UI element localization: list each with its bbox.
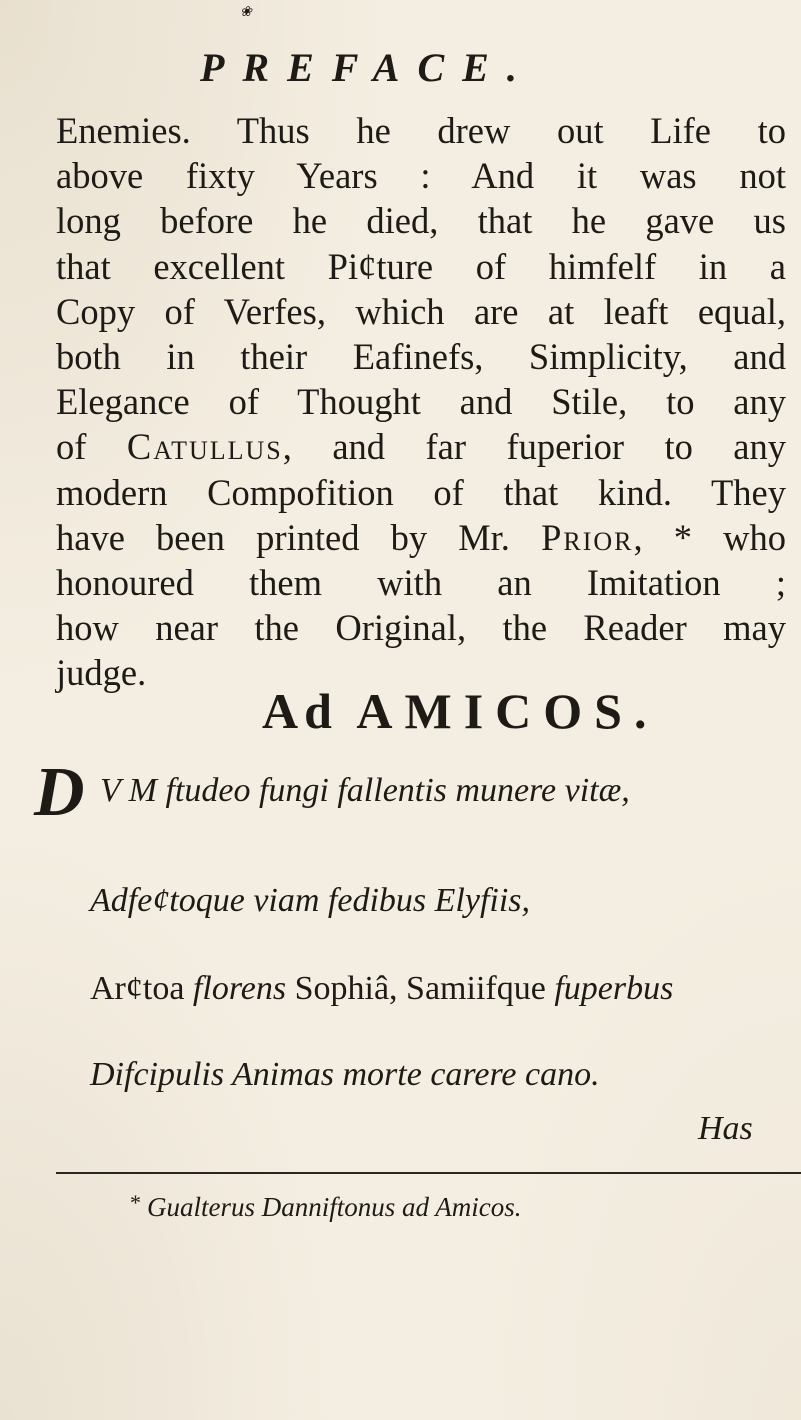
footnote-text: Gualterus Danniftonus ad Amicos. (147, 1192, 522, 1222)
body-line: Enemies. Thus he drew out Life to (56, 110, 786, 151)
body-line: both in their Eafinefs, Simplicity, and (56, 336, 786, 378)
body-line: above fixty Years : And it was not (56, 155, 786, 197)
body-line (56, 515, 786, 560)
preface-body (56, 108, 796, 696)
ornament-mark: ❀ (240, 5, 252, 20)
footnote-mark: * (130, 1190, 141, 1215)
body-line: Elegance of Thought and Stile, to any (56, 381, 786, 423)
body-line: Copy of Verfes, which are at leaft equal, (56, 290, 786, 332)
author-name-prior: Prior (541, 516, 634, 558)
footnote-divider (56, 1172, 801, 1174)
body-line (56, 424, 786, 469)
body-line: how near the Original, the Reader may (56, 607, 786, 649)
body-line: judge. (56, 652, 147, 694)
section-title-prefix: Ad (262, 683, 338, 739)
section-title-main: AMICOS. (356, 683, 659, 739)
poem-fragment: florens (192, 970, 287, 1007)
catchword: Has (698, 1110, 753, 1147)
poem-line-2: Adfe¢toque viam fedibus Elyfiis, (90, 882, 531, 919)
body-line: that excellent Pi¢ture of himfelf in a (56, 245, 786, 287)
body-text-fragment: , and far fuperior to any (282, 426, 787, 468)
poem-line-3 (90, 970, 801, 1008)
section-title (262, 682, 659, 740)
author-name-catullus: Catullus (126, 426, 283, 468)
footnote (130, 1190, 522, 1223)
drop-cap: D (34, 754, 85, 831)
running-header: PREFACE. (200, 45, 535, 90)
poem-fragment: Ar¢toa (90, 970, 193, 1007)
body-line: honoured them with an Imitation ; (56, 562, 786, 604)
body-line: long before he died, that he gave us (56, 200, 786, 242)
body-text-fragment: have been printed by Mr. (56, 516, 542, 558)
poem-line-1: V M ftudeo fungi fallentis munere vitæ, (100, 772, 630, 809)
body-text-fragment: of (56, 426, 127, 468)
poem-line-4: Difcipulis Animas morte carere cano. (90, 1056, 600, 1093)
poem-fragment: Sophiâ, Samiifque (286, 970, 555, 1007)
body-text-fragment: , * who (633, 516, 786, 558)
poem-fragment: fuperbus (554, 970, 674, 1007)
body-line: modern Compofition of that kind. They (56, 471, 786, 513)
